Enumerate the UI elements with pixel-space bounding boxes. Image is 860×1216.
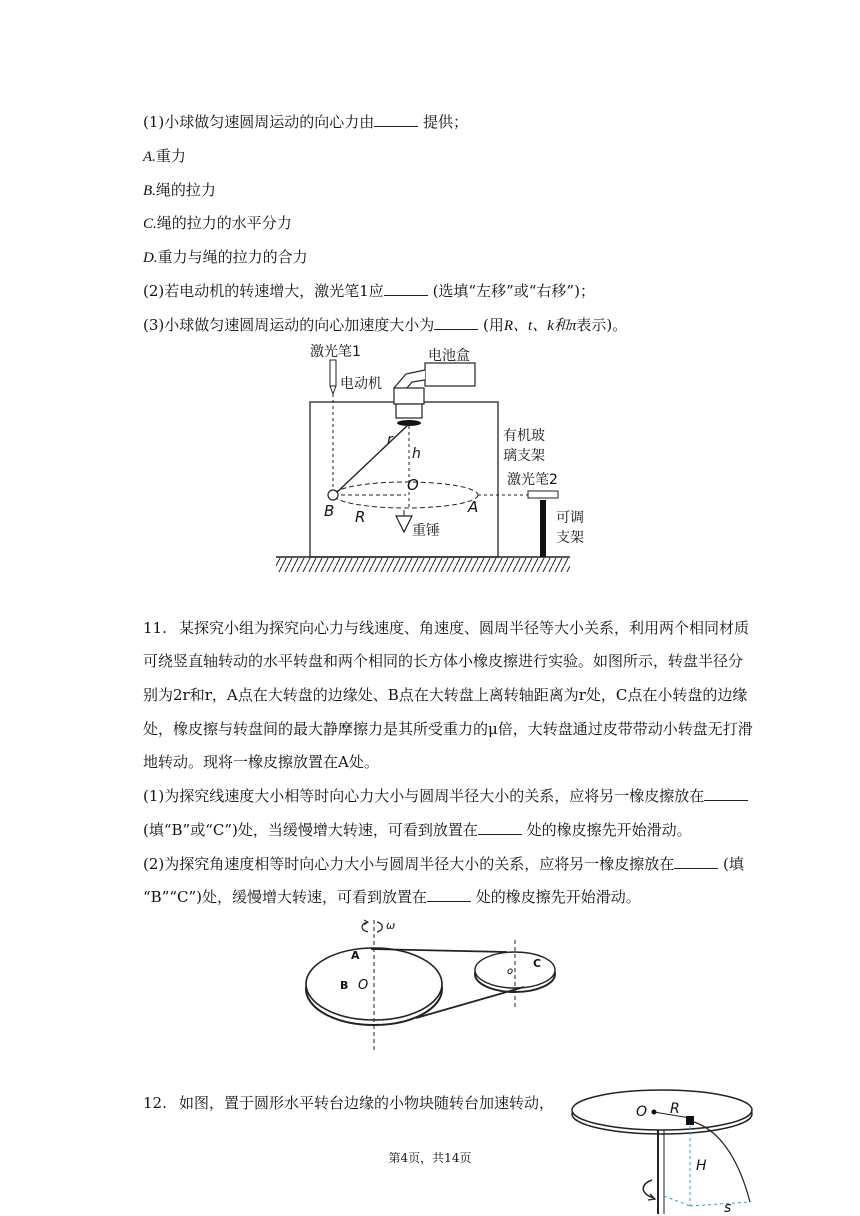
laser-pen-1: [330, 360, 336, 386]
answer-blank[interactable]: [427, 887, 471, 902]
q10-part2: (2)若电动机的转速增大，激光笔1应 (选填“左移”或“右移”)；: [143, 282, 595, 300]
question-number: 11.: [143, 619, 167, 637]
label-a: A: [351, 949, 360, 962]
q11-line-3: 别为2r和r，A点在大转盘的边缘处、B点在大转盘上离转轴距离为r处，C点在小转盘的边缘: [143, 686, 748, 704]
ground-hatch: [276, 558, 570, 572]
label-motor: 电动机: [340, 376, 382, 392]
q10-option-a: A.重力: [143, 147, 186, 165]
block: [686, 1116, 694, 1125]
q11-line-1: 11. 某探究小组为探究向心力与线速度、角速度、圆周半径等大小关系，利用两个相同材质: [143, 619, 750, 637]
label-O: O: [636, 1104, 648, 1120]
label-omega: ω: [386, 919, 396, 932]
q11-part1-a: (1)为探究线速度大小相等时向心力大小与圆周半径大小的关系，应将另一橡皮擦放在: [143, 786, 748, 806]
label-laser-1: 激光笔1: [310, 344, 361, 360]
motor: [394, 388, 424, 404]
label-b: B: [340, 979, 349, 992]
q11-part2-a: (2)为探究角速度相等时向心力大小与圆周半径大小的关系，应将另一橡皮擦放在 (填: [143, 855, 744, 873]
label-r: r: [387, 432, 393, 448]
adjustable-stand: [540, 500, 546, 557]
answer-blank[interactable]: [704, 786, 748, 801]
answer-blank[interactable]: [674, 854, 718, 869]
distance-line: [690, 1202, 750, 1206]
q10-part3: (3)小球做匀速圆周运动的向心加速度大小为 (用R、t、k和π表示)。: [143, 316, 628, 334]
label-weight: 重锤: [412, 523, 440, 539]
page-footer: 第4页，共14页: [388, 1151, 472, 1165]
label-R: R: [355, 508, 366, 526]
q11-part1-b: (填“B”或“C”)处，当缓慢增大转速，可看到放置在 处的橡皮擦先开始滑动。: [143, 821, 692, 839]
q10-part1: (1)小球做匀速圆周运动的向心力由 提供；: [143, 113, 469, 131]
label-H: H: [696, 1158, 707, 1174]
label-glass-2: 璃支架: [503, 448, 545, 464]
q12-line-1: 12. 如图，置于圆形水平转台边缘的小物块随转台加速转动，: [143, 1094, 555, 1112]
label-c: C: [533, 957, 542, 970]
q11-line-2: 可绕竖直轴转动的水平转盘和两个相同的长方体小橡皮擦进行实验。如图所示，转盘半径分: [143, 652, 744, 670]
answer-blank[interactable]: [384, 281, 428, 296]
q10-option-b: B.绳的拉力: [143, 181, 216, 199]
question-number: 12.: [143, 1094, 167, 1112]
label-h: h: [412, 446, 421, 462]
q11-line-4: 处，橡皮擦与转盘间的最大静摩擦力是其所受重力的μ倍，大转盘通过皮带带动小转盘无打滑: [143, 720, 753, 738]
q11-part2-b: “B”“C”)处，缓慢增大转速，可看到放置在 处的橡皮擦先开始滑动。: [143, 888, 641, 906]
laser-pen-2: [528, 491, 558, 498]
motor-shaft: [397, 420, 421, 426]
label-laser-2: 激光笔2: [507, 472, 558, 488]
label-battery: 电池盒: [428, 348, 470, 364]
q11-turntable-figure: [298, 912, 568, 1054]
q10-option-d: D.重力与绳的拉力的合力: [143, 248, 308, 266]
label-a: A: [468, 498, 479, 516]
q11-line-5: 地转动。现将一橡皮擦放置在A处。: [143, 753, 379, 771]
label-b: B: [324, 502, 335, 520]
answer-blank[interactable]: [478, 820, 522, 835]
label-s: s: [724, 1200, 732, 1216]
label-O: O: [358, 978, 369, 993]
label-stand-2: 支架: [556, 530, 584, 546]
answer-blank[interactable]: [434, 315, 478, 330]
string: [334, 424, 409, 495]
ball: [328, 490, 338, 500]
q10-apparatus-figure: [270, 338, 584, 578]
label-o: O: [407, 476, 419, 494]
label-R: R: [670, 1101, 680, 1117]
q10-option-c: C.绳的拉力的水平分力: [143, 214, 292, 232]
label-o: o: [507, 966, 514, 977]
label-glass-1: 有机玻: [503, 428, 545, 444]
plumb-weight: [396, 516, 412, 532]
answer-blank[interactable]: [374, 112, 418, 127]
rotation-arrow-icon: [362, 922, 368, 932]
label-stand-1: 可调: [556, 510, 584, 526]
rotation-arrow-icon: [643, 1180, 654, 1198]
battery-box: [425, 363, 475, 386]
